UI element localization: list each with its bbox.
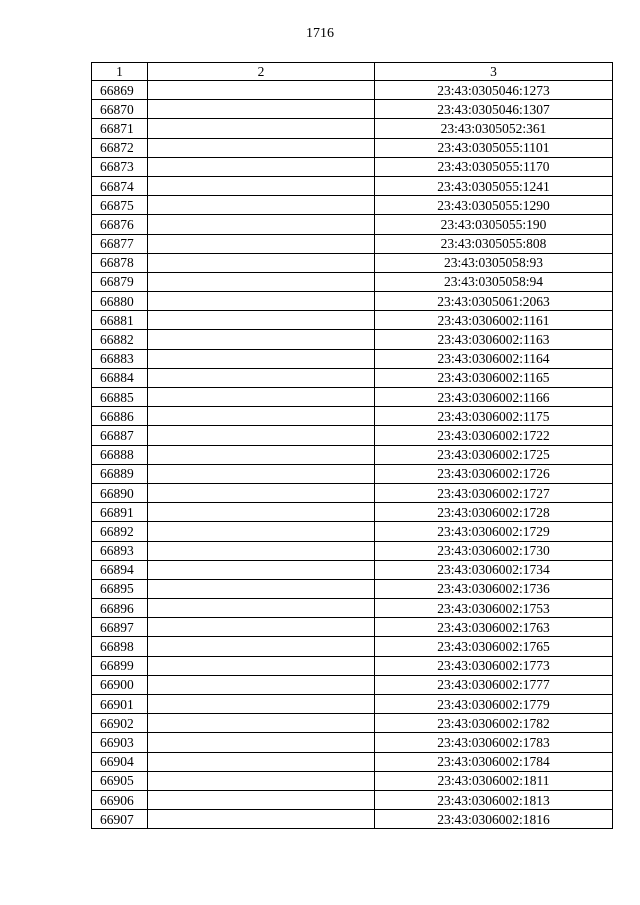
table-row	[92, 196, 613, 215]
table-row	[92, 810, 613, 829]
row-number-cell: 66904	[92, 752, 148, 771]
cadastral-number-cell: 23:43:0306002:1813	[375, 790, 613, 809]
table-row	[92, 234, 613, 253]
empty-cell	[148, 292, 375, 311]
table-row	[92, 695, 613, 714]
empty-cell	[148, 656, 375, 675]
cadastral-number-cell: 23:43:0306002:1784	[375, 752, 613, 771]
row-number-cell: 66899	[92, 656, 148, 675]
row-number-cell: 66906	[92, 790, 148, 809]
cadastral-number-cell: 23:43:0306002:1729	[375, 522, 613, 541]
row-number-cell: 66894	[92, 560, 148, 579]
row-number-cell: 66901	[92, 695, 148, 714]
cadastral-number-cell: 23:43:0305055:808	[375, 234, 613, 253]
empty-cell	[148, 272, 375, 291]
cadastral-number-cell: 23:43:0306002:1734	[375, 560, 613, 579]
empty-cell	[148, 771, 375, 790]
row-number-cell: 66900	[92, 675, 148, 694]
row-number-cell: 66871	[92, 119, 148, 138]
table-row	[92, 656, 613, 675]
empty-cell	[148, 695, 375, 714]
row-number-cell: 66873	[92, 157, 148, 176]
table-row	[92, 215, 613, 234]
empty-cell	[148, 637, 375, 656]
cadastral-number-cell: 23:43:0306002:1722	[375, 426, 613, 445]
column-header-2: 2	[148, 63, 375, 81]
cadastral-number-cell: 23:43:0306002:1164	[375, 349, 613, 368]
row-number-cell: 66878	[92, 253, 148, 272]
table-row	[92, 407, 613, 426]
cadastral-number-cell: 23:43:0306002:1765	[375, 637, 613, 656]
cadastral-number-cell: 23:43:0305046:1307	[375, 100, 613, 119]
table-row	[92, 445, 613, 464]
table-row	[92, 388, 613, 407]
empty-cell	[148, 157, 375, 176]
empty-cell	[148, 483, 375, 502]
empty-cell	[148, 790, 375, 809]
table-row	[92, 81, 613, 100]
cadastral-number-cell: 23:43:0305058:94	[375, 272, 613, 291]
registry-table	[91, 62, 613, 829]
table-row	[92, 714, 613, 733]
table-row	[92, 579, 613, 598]
empty-cell	[148, 81, 375, 100]
cadastral-number-cell: 23:43:0306002:1773	[375, 656, 613, 675]
row-number-cell: 66907	[92, 810, 148, 829]
row-number-cell: 66891	[92, 503, 148, 522]
row-number-cell: 66903	[92, 733, 148, 752]
row-number-cell: 66875	[92, 196, 148, 215]
page-number: 1716	[306, 26, 334, 41]
cadastral-number-cell: 23:43:0305055:1290	[375, 196, 613, 215]
cadastral-number-cell: 23:43:0306002:1728	[375, 503, 613, 522]
table-row	[92, 637, 613, 656]
row-number-cell: 66874	[92, 176, 148, 195]
cadastral-number-cell: 23:43:0305052:361	[375, 119, 613, 138]
empty-cell	[148, 368, 375, 387]
cadastral-number-cell: 23:43:0305061:2063	[375, 292, 613, 311]
cadastral-number-cell: 23:43:0306002:1175	[375, 407, 613, 426]
cadastral-number-cell: 23:43:0306002:1163	[375, 330, 613, 349]
empty-cell	[148, 445, 375, 464]
cadastral-number-cell: 23:43:0305046:1273	[375, 81, 613, 100]
table-row	[92, 599, 613, 618]
cadastral-number-cell: 23:43:0306002:1782	[375, 714, 613, 733]
table-body	[92, 81, 613, 829]
table-row	[92, 560, 613, 579]
empty-cell	[148, 560, 375, 579]
row-number-cell: 66886	[92, 407, 148, 426]
cadastral-number-cell: 23:43:0306002:1783	[375, 733, 613, 752]
empty-cell	[148, 733, 375, 752]
table-row	[92, 253, 613, 272]
table-row	[92, 292, 613, 311]
empty-cell	[148, 176, 375, 195]
row-number-cell: 66881	[92, 311, 148, 330]
cadastral-number-cell: 23:43:0306002:1779	[375, 695, 613, 714]
cadastral-number-cell: 23:43:0306002:1166	[375, 388, 613, 407]
row-number-cell: 66883	[92, 349, 148, 368]
table-row	[92, 752, 613, 771]
empty-cell	[148, 618, 375, 637]
row-number-cell: 66870	[92, 100, 148, 119]
row-number-cell: 66897	[92, 618, 148, 637]
row-number-cell: 66887	[92, 426, 148, 445]
table-row	[92, 675, 613, 694]
empty-cell	[148, 349, 375, 368]
empty-cell	[148, 541, 375, 560]
empty-cell	[148, 388, 375, 407]
table-row	[92, 771, 613, 790]
cadastral-number-cell: 23:43:0306002:1725	[375, 445, 613, 464]
table-row	[92, 176, 613, 195]
table-row	[92, 618, 613, 637]
cadastral-number-cell: 23:43:0305055:1241	[375, 176, 613, 195]
empty-cell	[148, 464, 375, 483]
row-number-cell: 66880	[92, 292, 148, 311]
cadastral-number-cell: 23:43:0306002:1165	[375, 368, 613, 387]
row-number-cell: 66885	[92, 388, 148, 407]
column-header-1: 1	[92, 63, 148, 81]
cadastral-number-cell: 23:43:0305055:190	[375, 215, 613, 234]
table-row	[92, 157, 613, 176]
row-number-cell: 66896	[92, 599, 148, 618]
empty-cell	[148, 599, 375, 618]
row-number-cell: 66893	[92, 541, 148, 560]
row-number-cell: 66889	[92, 464, 148, 483]
empty-cell	[148, 215, 375, 234]
empty-cell	[148, 522, 375, 541]
table-row	[92, 522, 613, 541]
table-row	[92, 464, 613, 483]
row-number-cell: 66898	[92, 637, 148, 656]
empty-cell	[148, 196, 375, 215]
empty-cell	[148, 426, 375, 445]
table-row	[92, 138, 613, 157]
row-number-cell: 66890	[92, 483, 148, 502]
empty-cell	[148, 234, 375, 253]
cadastral-number-cell: 23:43:0305055:1101	[375, 138, 613, 157]
empty-cell	[148, 810, 375, 829]
table-row	[92, 349, 613, 368]
empty-cell	[148, 119, 375, 138]
header-row	[92, 63, 613, 81]
table-row	[92, 330, 613, 349]
row-number-cell: 66879	[92, 272, 148, 291]
empty-cell	[148, 138, 375, 157]
row-number-cell: 66892	[92, 522, 148, 541]
table-row	[92, 426, 613, 445]
table-row	[92, 541, 613, 560]
empty-cell	[148, 407, 375, 426]
table-row	[92, 119, 613, 138]
table-row	[92, 311, 613, 330]
row-number-cell: 66895	[92, 579, 148, 598]
empty-cell	[148, 714, 375, 733]
empty-cell	[148, 503, 375, 522]
row-number-cell: 66905	[92, 771, 148, 790]
table-row	[92, 503, 613, 522]
cadastral-number-cell: 23:43:0306002:1763	[375, 618, 613, 637]
table-row	[92, 100, 613, 119]
empty-cell	[148, 330, 375, 349]
cadastral-number-cell: 23:43:0306002:1727	[375, 483, 613, 502]
row-number-cell: 66877	[92, 234, 148, 253]
cadastral-number-cell: 23:43:0306002:1777	[375, 675, 613, 694]
empty-cell	[148, 675, 375, 694]
cadastral-number-cell: 23:43:0306002:1753	[375, 599, 613, 618]
empty-cell	[148, 311, 375, 330]
table-row	[92, 733, 613, 752]
row-number-cell: 66872	[92, 138, 148, 157]
row-number-cell: 66876	[92, 215, 148, 234]
cadastral-number-cell: 23:43:0306002:1811	[375, 771, 613, 790]
empty-cell	[148, 752, 375, 771]
empty-cell	[148, 100, 375, 119]
empty-cell	[148, 579, 375, 598]
table-row	[92, 368, 613, 387]
row-number-cell: 66888	[92, 445, 148, 464]
cadastral-number-cell: 23:43:0305058:93	[375, 253, 613, 272]
row-number-cell: 66869	[92, 81, 148, 100]
table-row	[92, 790, 613, 809]
cadastral-number-cell: 23:43:0306002:1161	[375, 311, 613, 330]
row-number-cell: 66902	[92, 714, 148, 733]
cadastral-number-cell: 23:43:0305055:1170	[375, 157, 613, 176]
empty-cell	[148, 253, 375, 272]
cadastral-number-cell: 23:43:0306002:1736	[375, 579, 613, 598]
cadastral-number-cell: 23:43:0306002:1816	[375, 810, 613, 829]
table-row	[92, 272, 613, 291]
table-row	[92, 483, 613, 502]
row-number-cell: 66884	[92, 368, 148, 387]
cadastral-number-cell: 23:43:0306002:1730	[375, 541, 613, 560]
column-header-3: 3	[375, 63, 613, 81]
row-number-cell: 66882	[92, 330, 148, 349]
cadastral-number-cell: 23:43:0306002:1726	[375, 464, 613, 483]
